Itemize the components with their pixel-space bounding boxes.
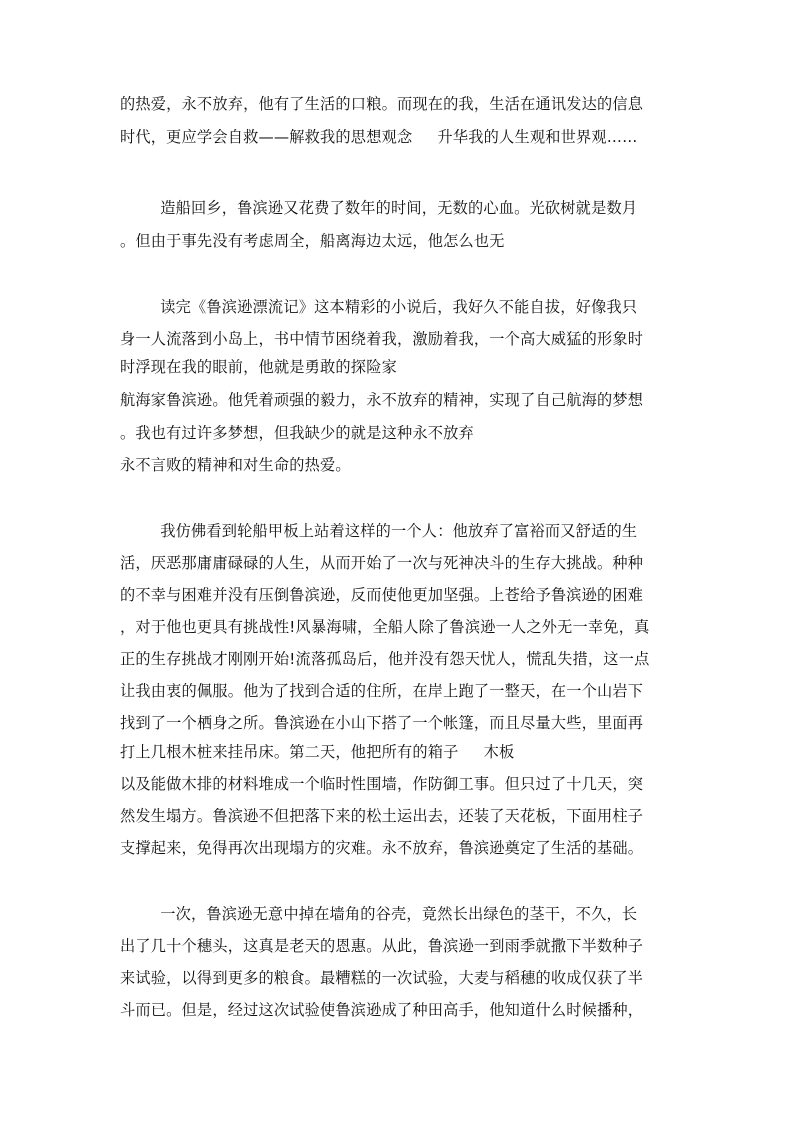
text-line: 打上几根木桩来挂吊床。第二天，他把所有的箱子 木板 <box>120 743 515 761</box>
text-line: 。但由于事先没有考虑周全，船离海边太远，他怎么也无 <box>120 232 505 250</box>
text-line: 找到了一个栖身之所。鲁滨逊在小山下搭了一个帐篷，而且尽量大些，里面再 <box>120 714 644 732</box>
text-line: 读完《鲁滨逊漂流记》这本精彩的小说后，我好久不能自拔，好像我只 <box>120 298 638 316</box>
text-line: 我仿佛看到轮船甲板上站着这样的一个人：他放弃了富裕而又舒适的生 <box>120 522 638 540</box>
text-line: 然发生塌方。鲁滨逊不但把落下来的松土运出去，还装了天花板，下面用柱子 <box>120 807 644 825</box>
text-line: 活，厌恶那庸庸碌碌的人生，从而开始了一次与死神决斗的生存大挑战。种种 <box>120 554 644 572</box>
text-line: 出了几十个穗头，这真是老天的恩惠。从此，鲁滨逊一到雨季就撒下半数种子 <box>120 937 644 955</box>
text-line: ，对于他也更具有挑战性!风暴海啸，全船人除了鲁滨逊一人之外无一幸免，真 <box>120 618 650 636</box>
text-line: 航海家鲁滨逊。他凭着顽强的毅力，永不放弃的精神，实现了自己航海的梦想 <box>120 391 644 409</box>
text-line: 造船回乡，鲁滨逊又花费了数年的时间，无数的心血。光砍树就是数月 <box>120 199 638 217</box>
text-line: 永不言败的精神和对生命的热爱。 <box>120 456 351 474</box>
text-line: 时代，更应学会自救——解救我的思想观念 升华我的人生观和世界观…… <box>120 128 638 146</box>
text-line: 的不幸与困难并没有压倒鲁滨逊，反而使他更加坚强。上苍给予鲁滨逊的困难 <box>120 586 644 604</box>
text-line: 支撑起来，免得再次出现塌方的灾难。永不放弃，鲁滨逊奠定了生活的基础。 <box>120 839 644 857</box>
text-line: 的热爱，永不放弃，他有了生活的口粮。而现在的我，生活在通讯发达的信息 <box>120 95 644 113</box>
text-line: 。我也有过许多梦想，但我缺少的就是这种永不放弃 <box>120 424 474 442</box>
text-line: 让我由衷的佩服。他为了找到合适的住所，在岸上跑了一整天，在一个山岩下 <box>120 682 644 700</box>
text-line: 一次，鲁滨逊无意中掉在墙角的谷壳，竟然长出绿色的茎干，不久，长 <box>120 905 638 923</box>
text-line: 以及能做木排的材料堆成一个临时性围墙，作防御工事。但只过了十几天，突 <box>120 775 644 793</box>
text-line: 正的生存挑战才刚刚开始!流落孤岛后，他并没有怨天忧人，慌乱失措，这一点 <box>120 650 650 668</box>
text-line: 身一人流落到小岛上，书中情节困绕着我，激励着我，一个高大威猛的形象时 <box>120 330 644 348</box>
text-line: 斗而已。但是，经过这次试验使鲁滨逊成了种田高手，他知道什么时候播种， <box>120 1001 644 1019</box>
text-line: 时浮现在我的眼前，他就是勇敢的探险家 <box>120 358 397 376</box>
text-line: 来试验，以得到更多的粮食。最糟糕的一次试验，大麦与稻穗的收成仅获了半 <box>120 969 644 987</box>
